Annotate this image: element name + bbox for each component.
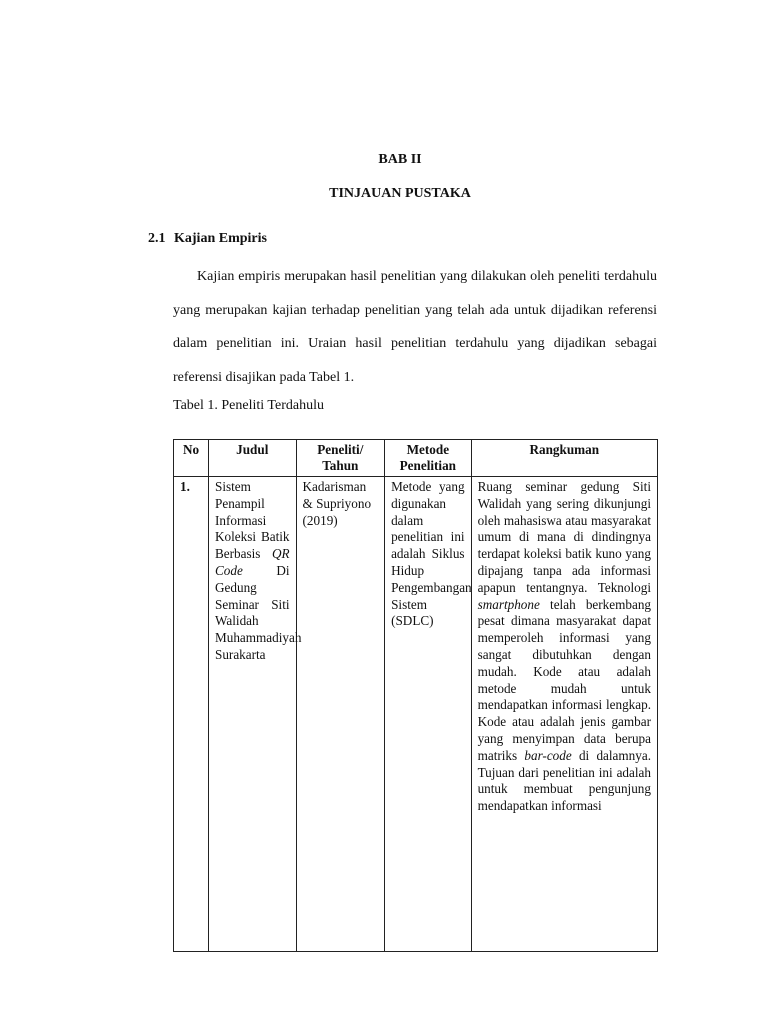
cell-judul	[209, 477, 302, 952]
header-metode: Metode Penelitian	[385, 440, 472, 477]
table-header-row	[174, 440, 658, 477]
rangkuman-text-3: di dalamnya. Tujuan dari penelitian ini adalah untuk membuat pengunjung mendapatkan informasi	[477, 747, 651, 814]
table-row	[174, 477, 658, 952]
intro-paragraph-text: Kajian empiris merupakan hasil penelitian yang dilakukan oleh peneliti terdahulu yang merupakan kajian terhadap penelitian yang telah ada untuk dijadikan referensi dalam penelitian ini. Uraian hasil penelitian terdahulu yang dijadikan sebagai referensi disajikan pada Tabel 1.	[173, 269, 657, 385]
cell-metode: Metode yang digunakan dalam penelitian ini adalah Siklus Hidup Pengembangan Sistem (SDLC)	[385, 477, 472, 952]
section-number: 2.1	[148, 231, 166, 246]
header-judul: Judul	[209, 440, 297, 477]
header-rangkuman: Rangkuman	[471, 440, 657, 477]
chapter-heading: BAB II	[378, 152, 422, 167]
section-title: Kajian Empiris	[174, 231, 267, 246]
cell-no: 1.	[174, 477, 209, 952]
cell-peneliti: Kadarisman & Supriyono (2019)	[296, 477, 385, 952]
judul-text-italic: QR Code	[215, 546, 290, 578]
intro-paragraph	[173, 260, 657, 394]
cell-rangkuman	[471, 477, 657, 952]
chapter-title: TINJAUAN PUSTAKA	[329, 186, 471, 201]
header-no: No	[174, 440, 209, 477]
rangkuman-italic-2: bar-code	[524, 747, 572, 763]
previous-research-table	[173, 439, 658, 952]
rangkuman-italic-1: smartphone	[477, 596, 540, 612]
rangkuman-text-2: telah berkembang pesat dimana masyarakat dapat memperoleh informasi yang sangat dibutuhkan dengan mudah. Kode atau adalah metode mudah untuk mendapatkan informasi lengkap. Kode atau adalah jenis gambar yang menyimpan data berupa matriks	[477, 596, 652, 763]
judul-text-1: Sistem Penampil Informasi Koleksi Batik Berbasis	[215, 479, 290, 562]
table-caption: Tabel 1. Peneliti Terdahulu	[173, 398, 324, 413]
section-heading	[148, 231, 267, 247]
judul-text-2: Di Gedung Seminar Siti Walidah Muhammadiyah Surakarta	[215, 562, 302, 662]
rangkuman-text-1: Ruang seminar gedung Siti Walidah yang sering dikunjungi oleh mahasiswa atau masyarakat umum di mana di dindingnya terdapat koleksi batik kuno yang dipajang tanpa ada informasi apapun tentangnya. Teknologi	[477, 479, 651, 595]
header-peneliti: Peneliti/ Tahun	[296, 440, 385, 477]
